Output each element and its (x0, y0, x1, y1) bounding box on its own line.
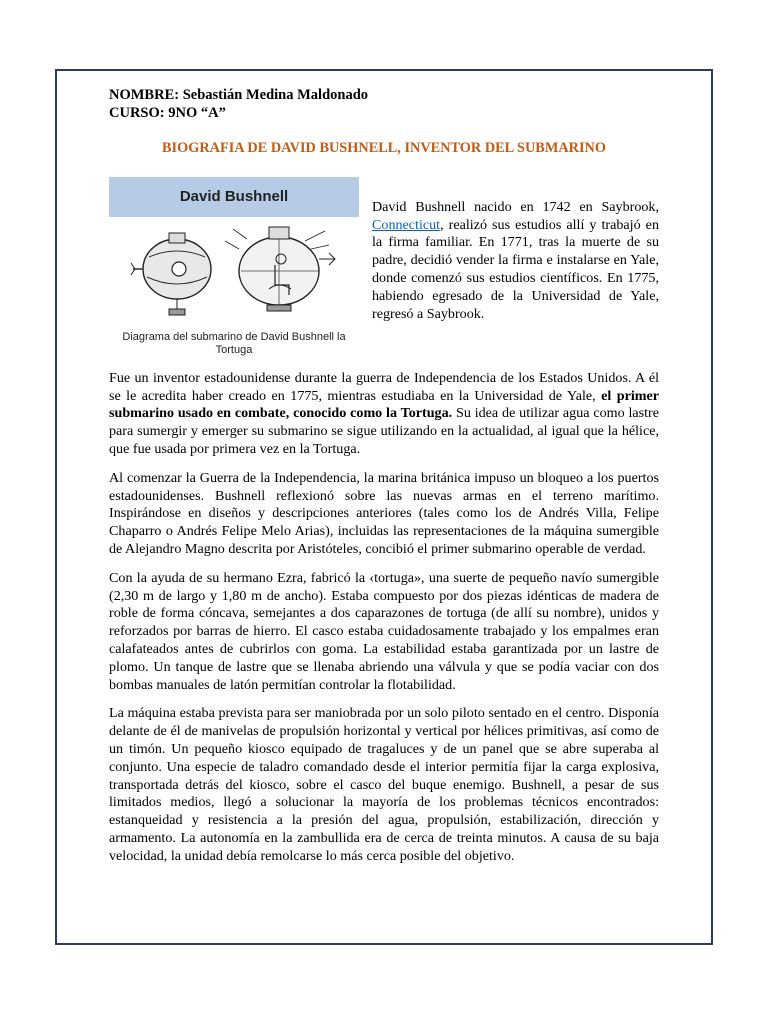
submarine-figure (109, 177, 359, 359)
course-label: CURSO: (109, 105, 165, 121)
intro-text-start: David Bushnell nacido en 1742 en Saybrook, (372, 198, 659, 215)
turtle-submarine-diagram-image (129, 219, 339, 319)
name-value: Sebastián Medina Maldonado (182, 87, 369, 103)
name-label: NOMBRE: (109, 87, 180, 103)
paragraph-1-text-b: Su idea de utilizar agua como lastre para sumergir y emerger su submarino se sigue utilizando en la actualidad, al igual que la hélice, que fue usada por primera vez en la Tortuga. (109, 405, 659, 457)
document-body (109, 86, 659, 866)
figure-caption (109, 331, 359, 357)
paragraph-1-text-a: Fue un inventor estadounidense durante la guerra de Independencia de los Estados Unidos. A él se le acredita haber creado en 1775, mientras estudiaba en la Universidad de Yale, (109, 369, 659, 404)
figure-caption-line1: Diagrama del submarino de David Bushnell la (122, 330, 346, 343)
paragraph-2: Al comenzar la Guerra de la Independencia, la marina británica impuso un bloqueo a los puertos estadounidenses. Bushnell reflexionó sobre las nuevas armas en el terreno marítimo. Inspirándose en diseños y descripciones anteriores (tales como los de Andrés Villa, Felipe Chaparro o Andrés Felipe Melo Arias), incluidas las representaciones de la máquina sumergible de Alejandro Magno descrita por Aristóteles, concibió el primer submarino operable de verdad. (109, 469, 659, 557)
course-line (109, 104, 659, 122)
intro-paragraph (372, 199, 659, 359)
course-value: 9NO “A” (168, 105, 226, 121)
intro-text-end: , realizó sus estudios allí y trabajó en la firma familiar. En 1771, tras la muerte de su padre, decidió vender la firma e instalarse en Yale, donde comenzó sus estudios científicos. En 1775, habiendo egresado de la Universidad de Yale, regresó a Saybrook. (372, 216, 659, 322)
paragraph-1-bold: el primer submarino usado en combate, conocido como la Tortuga. (109, 387, 659, 422)
paragraph-4: La máquina estaba prevista para ser maniobrada por un solo piloto sentado en el centro. Disponía delante de él de manivelas de propulsión horizontal y vertical por hélices primitivas, así como de un timón. Un pequeño kiosco equipado de tragaluces y de un panel que se abre superaba al conjunto. Una especie de taladro comandado desde el interior permitía fijar la carga explosiva, transportada detrás del kiosco, sobre el casco del buque enemigo. Bushnell, a pesar de sus limitados medios, llegó a solucionar la mayoría de los problemas técnicos encontrados: estanqueidad y resistencia a la presión del agua, propulsión, estabilización, dirección y armamento. La autonomía en la zambullida era de cerca de treinta minutos. A causa de su baja velocidad, la unidad debía remolcarse lo más cerca posible del objetivo. (109, 705, 659, 864)
figure-heading: David Bushnell (109, 177, 359, 217)
connecticut-link[interactable]: Connecticut (372, 216, 441, 233)
intro-section (109, 177, 659, 359)
paragraph-3: Con la ayuda de su hermano Ezra, fabricó la ‹tortuga», una suerte de pequeño navío sumergible (2,30 m de largo y 1,80 m de ancho). Estaba compuesto por dos piezas idénticas de madera de roble de forma cóncava, semejantes a dos caparazones de tortuga (de allí su nombre), unidos y reforzados por barras de hierro. El casco estaba cuidadosamente trabajado y los empalmes eran calafateados antes de cubrirlos con goma. La estabilidad estaba garantizada por un lastre de plomo. Un tanque de lastre que se llenaba abriendo una válvula y que se podía vaciar con dos bombas manuales de latón permitían controlar la flotabilidad. (109, 569, 659, 693)
student-name-line (109, 86, 659, 104)
document-title: BIOGRAFIA DE DAVID BUSHNELL, INVENTOR DEL SUBMARINO (162, 140, 606, 156)
paragraph-1 (109, 370, 659, 459)
figure-caption-line2: Tortuga (215, 343, 253, 356)
